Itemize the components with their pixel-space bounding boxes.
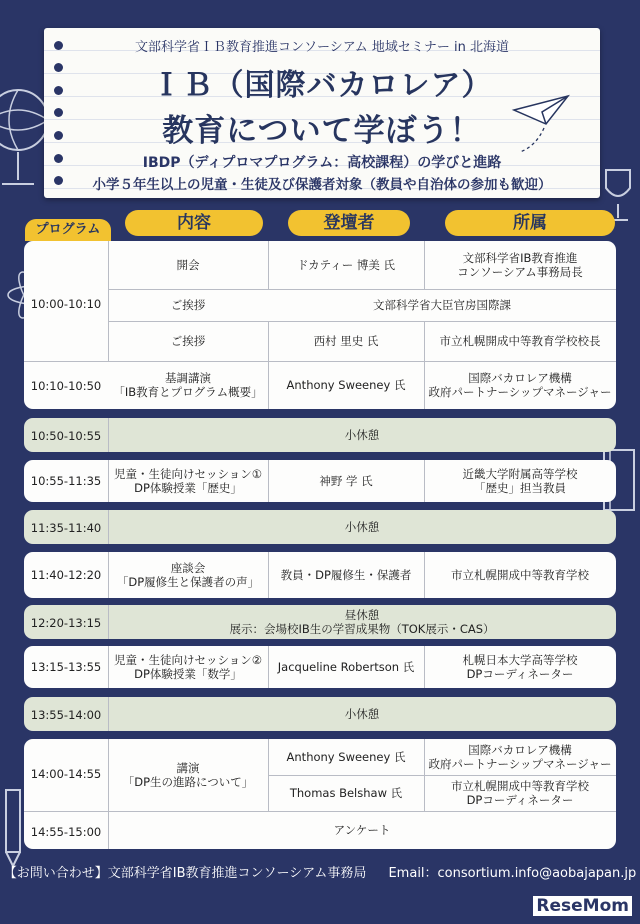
- content-cell: ご挨拶: [170, 298, 206, 312]
- break-label: 小休憩: [344, 520, 380, 534]
- affiliation-cell: 国際バカロレア機構 政府パートナーシップマネージャー: [428, 371, 612, 399]
- content-cell: 講演 「DP生の進路について」: [122, 761, 254, 789]
- break-row: [24, 418, 616, 452]
- speaker-header: 登壇者: [288, 210, 410, 236]
- program-tab: プログラム: [25, 219, 111, 241]
- affiliation-cell: 市立札幌開成中等教育学校 DPコーディネーター: [451, 779, 589, 807]
- content-cell: 基調講演 「IB教育とプログラム概要」: [113, 371, 263, 399]
- contact-label: 【お問い合わせ】文部科学省IB教育推進コンソーシアム事務局: [3, 866, 367, 881]
- content-cell: 児童・生徒向けセッション② DP体験授業「数学」: [113, 653, 263, 681]
- schedule-block-lecture: [24, 739, 616, 849]
- program-description: IBDP（ディプロマプログラム：高校課程）の学びと進路: [142, 155, 502, 171]
- time-label: 13:55-14:00: [30, 708, 102, 722]
- time-label: 14:00-14:55: [30, 767, 102, 781]
- speaker-cell: Jacqueline Robertson 氏: [277, 660, 415, 674]
- content-cell: 児童・生徒向けセッション① DP体験授業「歴史」: [113, 467, 263, 495]
- time-label: 14:55-15:00: [30, 825, 102, 839]
- time-label: 10:00-10:10: [30, 297, 102, 311]
- speaker-cell: Anthony Sweeney 氏: [286, 750, 406, 764]
- time-label: 10:50-10:55: [30, 429, 102, 443]
- target-audience: 小学５年生以上の児童・生徒及び保護者対象（教員や自治体の参加も歓迎）: [92, 177, 552, 193]
- break-label: 小休憩: [344, 428, 380, 442]
- title-line-2: 教育について学ぼう！: [162, 113, 482, 149]
- title-card: [44, 28, 600, 198]
- survey-label: アンケート: [333, 823, 391, 837]
- speaker-cell: Thomas Belshaw 氏: [289, 786, 403, 800]
- content-header: 内容: [125, 210, 263, 236]
- affiliation-cell: 市立札幌開成中等教育学校: [451, 568, 589, 582]
- seminar-subtitle: 文部科学省ＩＢ教育推進コンソーシアム 地域セミナー in 北海道: [134, 40, 510, 55]
- time-label: 10:55-11:35: [30, 474, 102, 488]
- lunch-row: [24, 605, 616, 639]
- schedule-block-roundtable: [24, 552, 616, 598]
- schedule-block-session1: [24, 460, 616, 502]
- affiliation-cell: 文部科学省IB教育推進 コンソーシアム事務局長: [457, 251, 583, 279]
- break-row: [24, 510, 616, 544]
- time-label: 11:35-11:40: [30, 521, 102, 535]
- break-label: 小休憩: [344, 707, 380, 721]
- paper-plane-icon: [506, 90, 576, 160]
- affiliation-cell: 近畿大学附属高等学校 「歴史」担当教員: [462, 467, 578, 495]
- speaker-cell: ドカティー 博美 氏: [296, 258, 396, 272]
- time-label: 11:40-12:20: [30, 568, 102, 582]
- content-cell: ご挨拶: [170, 334, 206, 348]
- affiliation-cell: 国際バカロレア機構 政府パートナーシップマネージャー: [428, 743, 612, 771]
- resemom-logo: ReseMom: [533, 896, 632, 916]
- time-label: 13:15-13:55: [30, 660, 102, 674]
- schedule-block-session2: [24, 646, 616, 688]
- time-label: 12:20-13:15: [30, 616, 102, 630]
- lunch-label: 昼休憩 展示：会場校IB生の学習成果物（TOK展示・CAS）: [229, 608, 495, 636]
- affiliation-cell: 市立札幌開成中等教育学校校長: [439, 334, 601, 348]
- affiliation-header: 所属: [445, 210, 615, 236]
- contact-email[interactable]: Email：consortium.info@aobajapan.jp: [388, 866, 637, 881]
- speaker-cell: 教員・DP履修生・保護者: [280, 568, 412, 582]
- affiliation-cell: 文部科学省大臣官房国際課: [373, 298, 511, 312]
- content-cell: 開会: [176, 258, 200, 272]
- schedule-block-opening: [24, 241, 616, 409]
- speaker-cell: 神野 学 氏: [319, 474, 373, 488]
- time-label: 10:10-10:50: [30, 379, 102, 393]
- break-row: [24, 697, 616, 731]
- contact-footer: [0, 862, 640, 886]
- content-cell: 座談会 「DP履修生と保護者の声」: [116, 561, 260, 589]
- affiliation-cell: 札幌日本大学高等学校 DPコーディネーター: [462, 653, 578, 681]
- title-line-1: ＩＢ（国際バカロレア）: [151, 68, 493, 103]
- speaker-cell: 西村 里史 氏: [313, 334, 379, 348]
- globe-icon: [0, 60, 50, 220]
- speaker-cell: Anthony Sweeney 氏: [286, 378, 406, 392]
